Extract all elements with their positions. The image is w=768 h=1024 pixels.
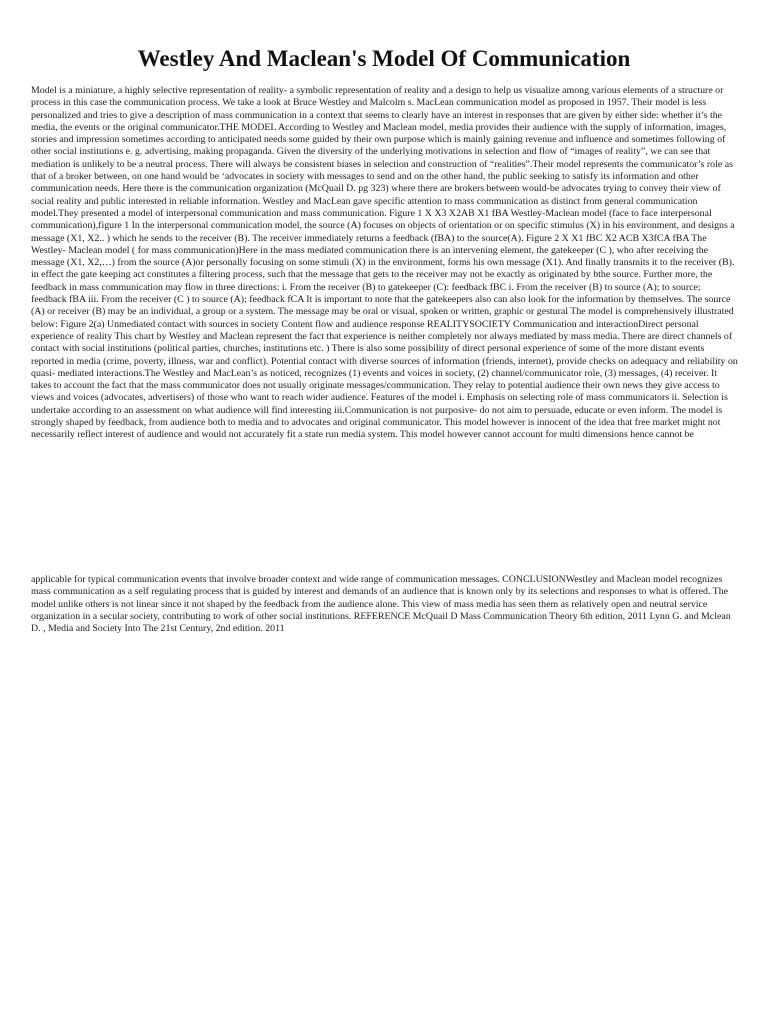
document-title: Westley And Maclean's Model Of Communication [137, 46, 631, 71]
body-paragraph-continued: applicable for typical communication events that involve broader context and wide range of communication messages. CONCLUSIONWestley and Maclean model recognizes mass communication as a self regulating process that is guided by interest and demands of an audience that is known only by its selections and responses to what is offered. The model unlike others is not linear since it not shaped by the feedback from the audience alone. This view of mass media has seen them as relatively open and neutral service organization in a secular society, contributing to work of other social institutions. REFERENCE McQuail D Mass Communication Theory 6th edition, 2011 Lynn G. and Mclean D. , Media and Society Into The 21st Century, 2nd edition. 2011 [31, 574, 731, 635]
body-paragraph-main: Model is a miniature, a highly selective representation of reality- a symbolic representation of reality and a design to help us visualize among various elements of a structure or process in this case the communication process. We take a look at Bruce Westley and Malcolm s. MacLean communication model as proposed in 1957. Their model is less personalized and tries to give a description of mass communication in a context that seems to clearly have an interest in responses that are given by either side: whether it’s the media, the events or the original communicator.THE MODEL According to Westley and Maclean model, media provides their audience with the supply of information, images, stories and impression sometimes according to anticipated needs some guided by their own purpose which is mainly gaining revenue and influence and sometimes following of other social institutions e. g. advertising, making propaganda. Given the diversity of the underlying motivations in selection and flow of “images of reality”, we can see that mediation is unlikely to be a neutral process. There will always be consistent biases in selection and construction of “realities”.Their model represents the communicator’s role as that of a broker between, on one hand would be ‘advocates in society with messages to send and on the other hand, the public seeking to satisfy its information and other communication needs. Here there is the communication organization (McQuail D. pg 323) where there are brokers between would-be advocates trying to convey their view of social reality and public interested in reliable information. Westley and MacLean gave specific attention to mass communication as distinct from general communication model.They presented a model of interpersonal communication and mass communication. Figure 1 X X3 X2AB X1 fBA Westley-Maclean model (face to face interpersonal communication),figure 1 In the interpersonal communication model, the source (A) focuses on objects of orientation or on specific stimulus (X) in his environment, and designs a message (X1, X2.. ) which he sends to the receiver (B). The receiver immediately returns a feedback (fBA) to the source(A). Figure 2 X X1 fBC X2 ACB X3fCA fBA The Westley- Maclean model ( for mass communication)Here in the mass mediated communication there is an intervening element, the gatekeeper (C ), who after receiving the message (X1, X2,…) from the source (A)or personally focusing on some stimuli (X) in the environment, forms his own message (X1). And finally transmits it to the receiver (B). in effect the gate keeping act constitutes a filtering process, such that the message that gets to the receiver may not be exactly as originated by bthe source. Further more, the feedback in mass communication may flow in three directions: i. From the receiver (B) to gatekeeper (C): feedback fBC i. From the receiver (B) to source (A); to source; feedback fBA iii. From the receiver (C ) to source (A); feedback fCA It is important to note that the gatekeepers also can also look for the information by themselves. The source (A) or receiver (B) may be an individual, a group or a system. The message may be oral or visual, spoken or written, graphic or gestural The model is comprehensively illustrated below: Figure 2(a) Unmediated contact with sources in society Content flow and audience response REALITYSOCIETY Communication and interactionDirect personal experience of reality This chart by Westley and Maclean represent the fact that experience is neither completely nor always mediated by mass media. There are direct channels of contact with social institutions (political parties, churches, institutions etc. ) There is also some possibility of direct personal experience of some of the more distant events reported in media (crime, poverty, illness, war and conflict). Potential contact with diverse sources of information (friends, internet), provide checks on adequacy and reliability on quasi- mediated interactions.The Westley and MacLean’s as noticed, recognizes (1) events and voices in society, (2) channel/communicator role, (3) messages, (4) receiver. It takes to account the fact that the mass communicator does not usually originate messages/communication. They relay to potential audience their own news they give access to views and voices (advocates, advertisers) of those who want to reach wider audience. Features of the model i. Emphasis on selecting role of mass communicators ii. Selection is undertake according to an assessment on what audience will find interesting iii.Communication is not purposive- do not aim to persuade, educate or even inform. The model is strongly shaped by feedback, from audience both to media and to advocates and original communicator. This model however is innocent of the idea that free market might not necessarily reflect interest of audience and would not accurately fit a state run media system. This model however cannot account for multi dimensions hence cannot be [31, 85, 738, 441]
